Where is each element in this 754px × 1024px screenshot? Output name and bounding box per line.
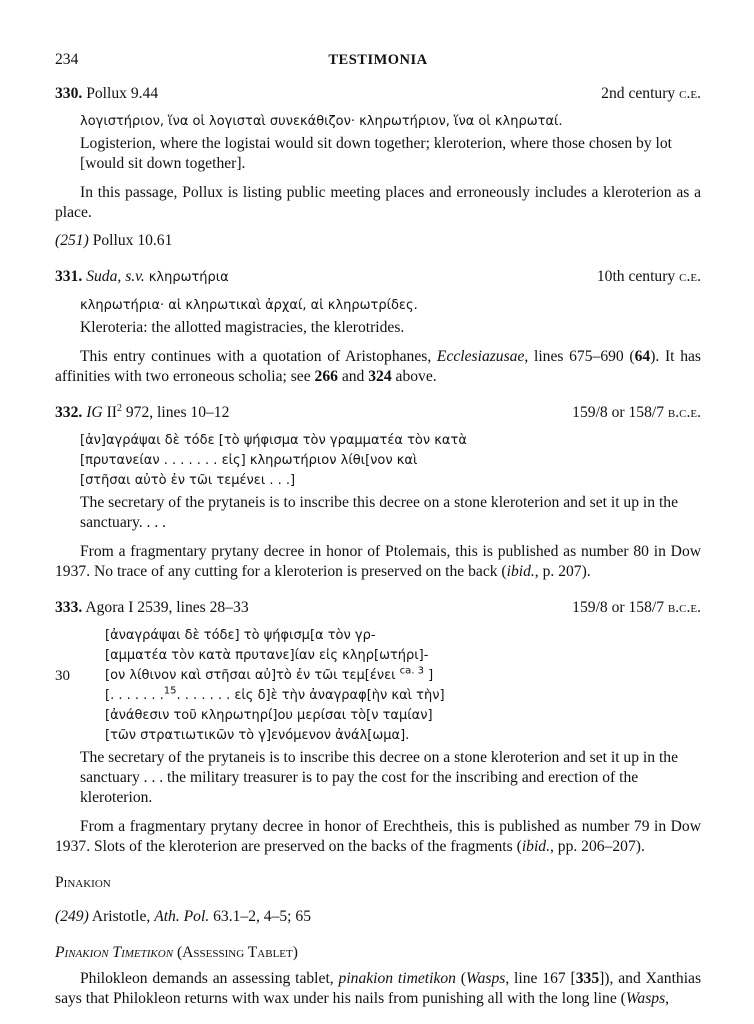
entry-era: b.c.e. — [667, 404, 701, 421]
entry-date: 2nd century — [601, 85, 676, 102]
xref-number: (251) — [55, 232, 89, 249]
commentary: This entry continues with a quotation of Aristophanes, Ecclesiazusae, lines 675–690 (64). It has affinities with two erroneous scholia; see 266 and 324 above. — [55, 348, 701, 385]
section-heading: Pinakion — [55, 874, 111, 891]
greek-text: κληρωτήρια· αἱ κληρωτικαὶ ἀρχαί, αἱ κληρωτρίδες. — [80, 298, 418, 313]
entry-332-heading: 332. IG $II^2$ 972, lines 10–12 159/8 or 158/7 b.c.e. — [55, 402, 701, 421]
cross-reference: (249) Aristotle, Ath. Pol. 63.1–2, 4–5; 65 — [55, 908, 311, 925]
commentary: In this passage, Pollux is listing public meeting places and erroneously includes a kleroterion as a place. — [55, 184, 701, 221]
greek-inscription: [ἀναγράψαι δὲ τόδε] τὸ ψήφισμ[α τὸν γρ- [αμματέα τὸν κατὰ πρυτανε]ίαν εἰς κληρ[ωτήρι]- 30 [ον λίθινον καὶ στῆσαι αὐ]τὸ ἐν τῶι τεμ[ένει $^{ca. 3}$ ] [. . . . . . .$^{15}$. . . . . . . εἰς δ]ὲ τὴν ἀναγραφ[ὴν καὶ τὴν] [ἀνάθεσιν τοῦ κληρωτηρί]ου μερίσαι τὸ[ν ταμίαν] [τῶν στρατιωτικῶν τὸ γ]ενόμενον ἀνάλ[ωμα]. — [55, 628, 445, 743]
entry-331-heading — [55, 267, 701, 288]
entry-source: Suda, s.v. — [86, 268, 145, 285]
page-number: 234 — [55, 51, 79, 68]
greek-text: [ἀν]αγράψαι δὲ τόδε [τὸ ψήφισμα τὸν γραμματέα τὸν κατὰ [πρυτανείαν . . . . . . . εἰς] κληρωτήριον λίθι[νον καὶ [στῆσαι αὐτὸ ἐν τῶι τεμένει . . .] — [80, 433, 467, 488]
entry-era: c.e. — [679, 85, 701, 102]
entry-era: c.e. — [679, 268, 701, 285]
subsection-heading: Pinakion Timetikon (Assessing Tablet) — [55, 944, 298, 961]
entry-source-greek: κληρωτήρια — [148, 270, 229, 285]
translation: The secretary of the prytaneis is to inscribe this decree on a stone kleroterion and set it up in the sanctuary . . . the military treasurer is to pay the cost for the inscribing and erection of the kleroterion. — [80, 749, 678, 806]
translation: The secretary of the prytaneis is to inscribe this decree on a stone kleroterion and set it up in the sanctuary. . . . — [80, 494, 678, 531]
entry-330-heading — [55, 84, 701, 104]
running-header — [55, 50, 701, 70]
commentary: From a fragmentary prytany decree in honor of Ptolemais, this is published as number 80 in Dow 1937. No trace of any cutting for a kleroterion is preserved on the back (ibid., p. 207). — [55, 543, 701, 580]
entry-date: 10th century — [596, 268, 676, 285]
greek-text: λογιστήριον, ἵνα οἱ λογισταὶ συνεκάθιζον· κληρωτήριον, ἵνα οἱ κληρωταί. — [80, 114, 563, 129]
entry-333-heading — [55, 598, 701, 618]
translation: Kleroteria: the allotted magistracies, the klerotrides. — [80, 319, 405, 336]
entry-source: Agora I 2539, lines 28–33 — [85, 599, 249, 616]
entry-date: 159/8 or 158/7 — [572, 599, 664, 616]
entry-date: 159/8 or 158/7 — [572, 404, 664, 421]
translation: Logisterion, where the logistai would sit down together; kleroterion, where those chosen by lot [would sit down together]. — [80, 135, 672, 172]
running-title: TESTIMONIA — [328, 52, 428, 68]
line-number: 30 — [55, 668, 70, 684]
entry-number: 332. — [55, 404, 83, 421]
entry-number: 333. — [55, 599, 83, 616]
entry-era: b.c.e. — [667, 599, 701, 616]
xref-text: Pollux 10.61 — [92, 232, 173, 249]
body-paragraph: Philokleon demands an assessing tablet, pinakion timetikon (Wasps, line 167 [335]), and Xanthias says that Philokleon returns with wax under his nails from punishing all with the long line (Wasps, — [55, 970, 702, 1007]
entry-source: Pollux 9.44 — [86, 85, 159, 102]
entry-number: 331. — [55, 268, 83, 285]
entry-number: 330. — [55, 85, 83, 102]
cross-reference — [55, 231, 701, 251]
commentary: From a fragmentary prytany decree in honor of Erechtheis, this is published as number 79 in Dow 1937. Slots of the kleroterion are preserved on the backs of the fragments (ibid., pp. 206–207). — [55, 818, 701, 855]
